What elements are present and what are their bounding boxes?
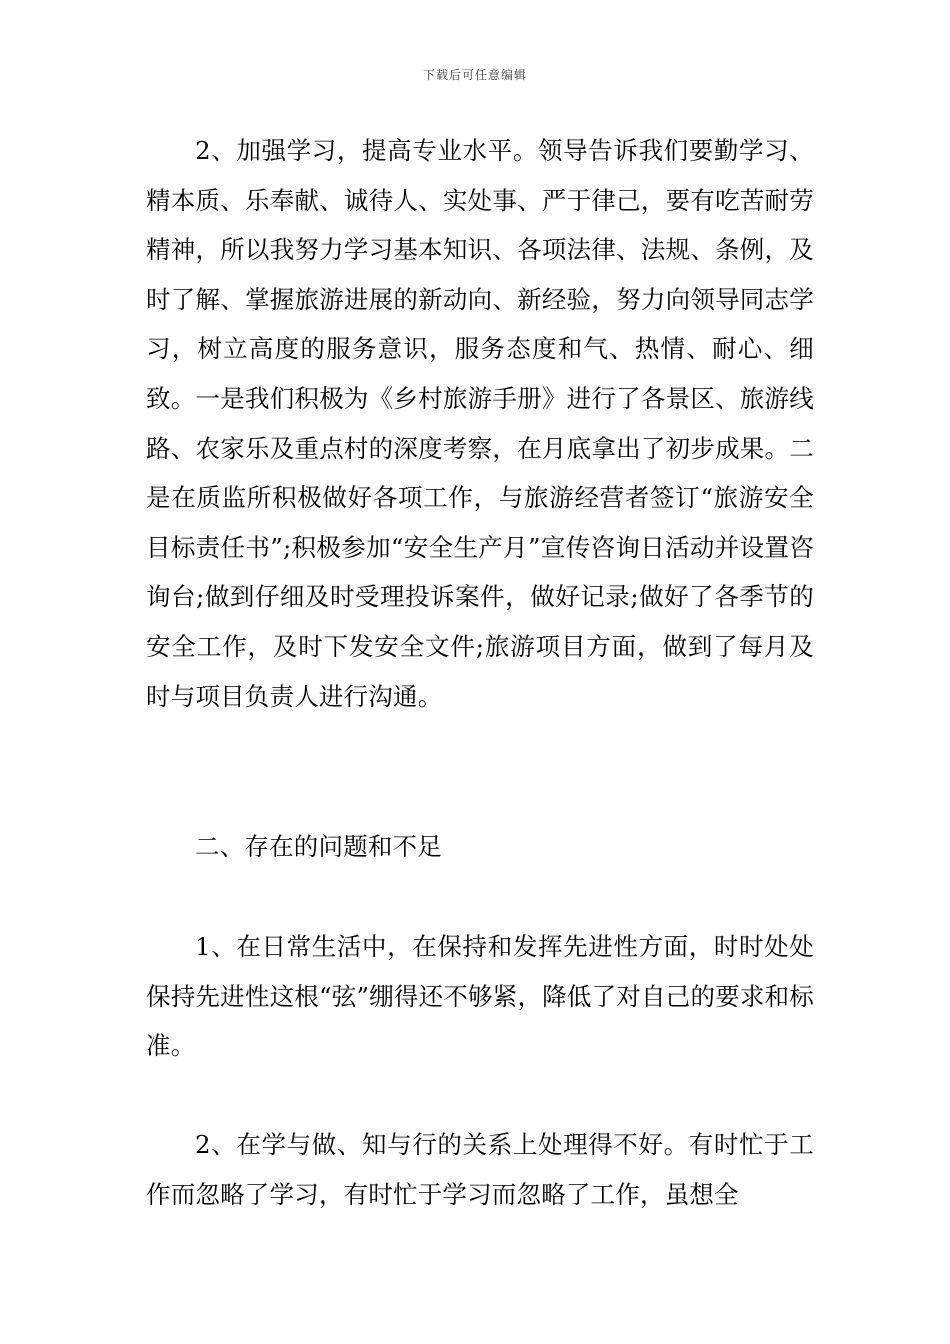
paragraph-problem-2 [146,1120,814,1219]
paragraph-text: 2、加强学习，提高专业水平。领导告诉我们要勤学习、精本质、乐奉献、诚待人、实处事、严于律己，要有吃苦耐劳精神，所以我努力学习基本知识、各项法律、法规、条例，及时了解、掌握旅游进展的新动向、新经验，努力向领导同志学习，树立高度的服务意识，服务态度和气、热情、耐心、细致。一是我们积极为《乡村旅游手册》进行了各景区、旅游线路、农家乐及重点村的深度考察，在月底拿出了初步成果。二是在质监所积极做好各项工作，与旅游经营者签订“旅游安全目标责任书”;积极参加“安全生产月”宣传咨询日活动并设置咨询台;做到仔细及时受理投诉案件，做好记录;做好了各季节的安全工作，及时下发安全文件;旅游项目方面，做到了每月及时与项目负责人进行沟通。 [146,136,814,711]
paragraph-text: 2、在学与做、知与行的关系上处理得不好。有时忙于工作而忽略了学习，有时忙于学习而忽略了工作，虽想全 [146,1130,814,1209]
paragraph-problem-1 [146,922,814,1071]
paragraph-text: 1、在日常生活中，在保持和发挥先进性方面，时时处处保持先进性这根“弦”绷得还不够紧，降低了对自己的要求和标准。 [146,932,814,1061]
section-heading-problems [146,822,814,872]
paragraph-learning [146,126,814,721]
page-header: 下载后可任意编辑 [422,68,527,82]
section-heading-text: 二、存在的问题和不足 [195,832,442,861]
